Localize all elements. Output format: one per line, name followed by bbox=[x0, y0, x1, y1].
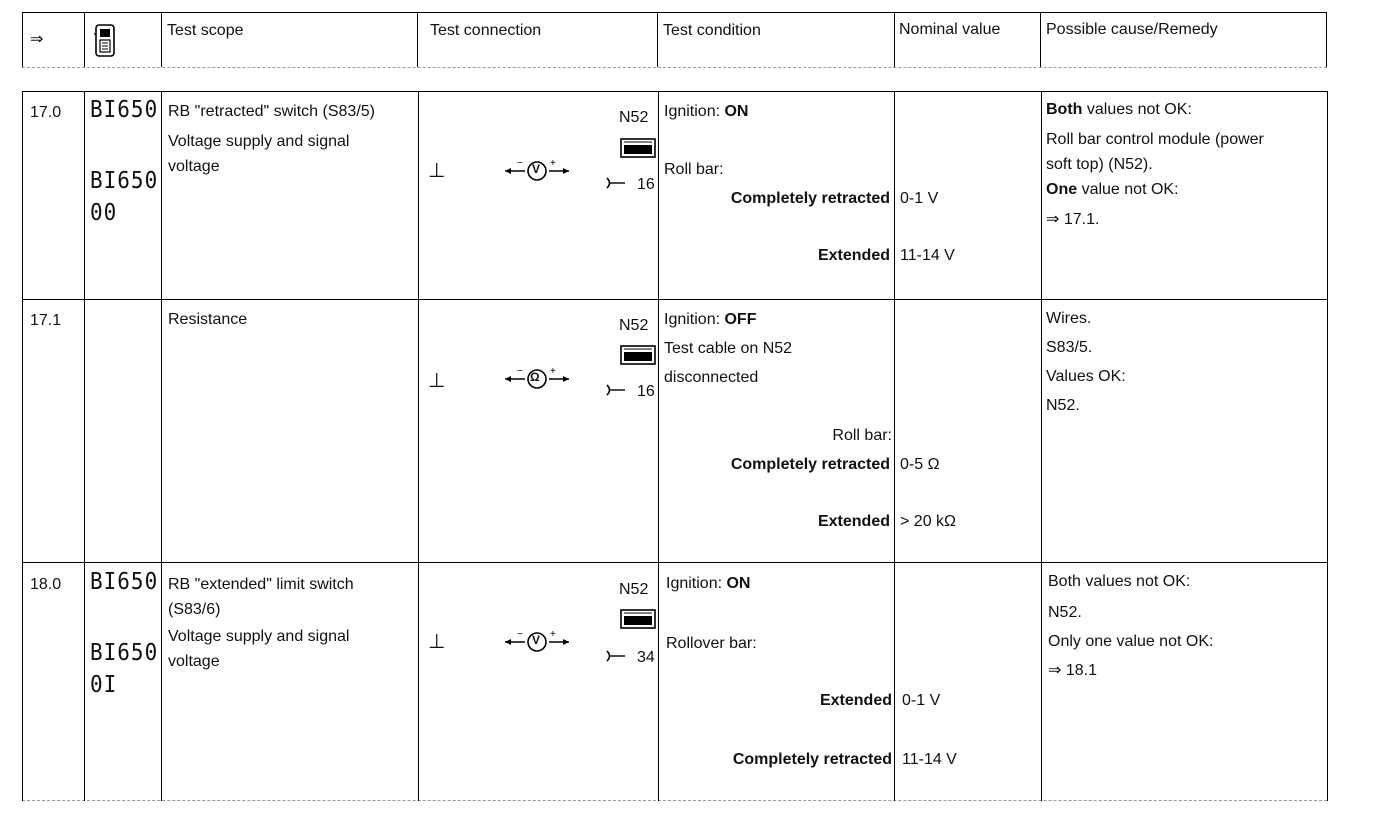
pin-connector-icon bbox=[605, 176, 627, 195]
remedy-line: ⇒ 17.1. bbox=[1046, 211, 1100, 228]
module-connector-icon bbox=[619, 344, 657, 371]
ground-symbol: ⊥ bbox=[428, 160, 446, 182]
step-number: 17.0 bbox=[30, 104, 62, 121]
remedy-bold: Both bbox=[1046, 101, 1083, 118]
remedy-line: Both values not OK: bbox=[1048, 573, 1191, 590]
ignition-value: OFF bbox=[724, 311, 757, 328]
condition-ignition bbox=[664, 102, 748, 121]
remedy-bold: One bbox=[1046, 181, 1078, 198]
svg-text:+: + bbox=[550, 629, 556, 640]
fault-code: BI650 bbox=[90, 95, 159, 123]
ground-symbol: ⊥ bbox=[428, 631, 446, 653]
condition-sub: Rollover bar: bbox=[666, 635, 757, 652]
module-connector-icon bbox=[619, 137, 657, 164]
pin-number: 34 bbox=[637, 649, 655, 666]
condition-sub: Roll bar: bbox=[664, 161, 724, 178]
fault-code: BI650 bbox=[90, 166, 159, 194]
condition-sub: Roll bar: bbox=[832, 427, 892, 444]
pin-number: 16 bbox=[637, 176, 655, 193]
ignition-value: ON bbox=[724, 103, 749, 120]
svg-text:−: − bbox=[517, 158, 523, 169]
remedy-line: Roll bar control module (power bbox=[1046, 131, 1264, 148]
test-scope-line: Voltage supply and signal bbox=[168, 628, 350, 645]
condition-ignition bbox=[666, 574, 750, 593]
remedy-line: N52. bbox=[1046, 397, 1080, 414]
step-number: 17.1 bbox=[30, 312, 62, 329]
test-scope-line: Voltage supply and signal bbox=[168, 133, 350, 150]
ignition-label: Ignition: bbox=[664, 103, 725, 120]
ignition-label: Ignition: bbox=[666, 575, 727, 592]
condition-a: Completely retracted bbox=[730, 456, 890, 473]
nominal-b: 11-14 V bbox=[900, 247, 955, 264]
ignition-value: ON bbox=[726, 575, 751, 592]
remedy-line: Only one value not OK: bbox=[1048, 633, 1214, 650]
nominal-a: 0-1 V bbox=[902, 692, 941, 709]
header-arrow: ⇒ bbox=[30, 31, 44, 48]
module-connector-icon bbox=[619, 608, 657, 635]
header-nominal-value: Nominal value bbox=[899, 21, 1001, 38]
header-cause-remedy: Possible cause/Remedy bbox=[1046, 21, 1218, 38]
pin-connector-icon bbox=[605, 649, 627, 668]
remedy-line: soft top) (N52). bbox=[1046, 156, 1153, 173]
condition-b: Extended bbox=[817, 247, 890, 264]
svg-text:−: − bbox=[517, 366, 523, 377]
nominal-a: 0-5 Ω bbox=[900, 456, 940, 473]
condition-a: Completely retracted bbox=[730, 190, 890, 207]
nominal-b: > 20 kΩ bbox=[900, 513, 956, 530]
remedy-line: Values OK: bbox=[1046, 368, 1126, 385]
header-test-condition: Test condition bbox=[663, 22, 761, 39]
condition-b: Extended bbox=[817, 513, 890, 530]
tester-icon bbox=[93, 24, 117, 63]
meter-label: Ω bbox=[530, 370, 540, 384]
meter-label: V bbox=[532, 162, 541, 176]
nominal-b: 11-14 V bbox=[902, 751, 957, 768]
remedy-line: N52. bbox=[1048, 604, 1082, 621]
svg-text:+: + bbox=[550, 158, 556, 169]
fault-code-suffix: 0I bbox=[90, 670, 118, 698]
meter-label: V bbox=[532, 633, 541, 647]
pin-number: 16 bbox=[637, 383, 655, 400]
fault-code: BI650 bbox=[90, 567, 159, 595]
condition-line: Test cable on N52 bbox=[664, 340, 793, 357]
header-test-scope: Test scope bbox=[167, 22, 244, 39]
test-scope-line: RB "extended" limit switch bbox=[168, 576, 354, 593]
svg-text:+: + bbox=[550, 366, 556, 377]
condition-ignition bbox=[664, 310, 756, 329]
step-number: 18.0 bbox=[30, 576, 62, 593]
ground-symbol: ⊥ bbox=[428, 370, 446, 392]
module-label: N52 bbox=[619, 317, 649, 334]
fault-code-suffix: 00 bbox=[90, 198, 118, 226]
remedy-line: S83/5. bbox=[1046, 339, 1093, 356]
test-scope-line: (S83/6) bbox=[168, 601, 221, 618]
condition-line: disconnected bbox=[664, 369, 759, 386]
module-label: N52 bbox=[619, 109, 649, 126]
remedy-line bbox=[1046, 100, 1192, 119]
condition-a: Extended bbox=[819, 692, 892, 709]
test-scope-line: voltage bbox=[168, 158, 220, 175]
pin-connector-icon bbox=[605, 383, 627, 402]
module-label: N52 bbox=[619, 581, 649, 598]
remedy-line: ⇒ 18.1 bbox=[1048, 662, 1097, 679]
test-scope-line: Resistance bbox=[168, 311, 248, 328]
remedy-rest: value not OK: bbox=[1077, 181, 1179, 198]
remedy-rest: values not OK: bbox=[1082, 101, 1192, 118]
test-scope-line: RB "retracted" switch (S83/5) bbox=[168, 103, 375, 120]
nominal-a: 0-1 V bbox=[900, 190, 939, 207]
test-scope-line: voltage bbox=[168, 653, 220, 670]
remedy-line bbox=[1046, 180, 1179, 199]
svg-text:−: − bbox=[517, 629, 523, 640]
remedy-line: Wires. bbox=[1046, 310, 1092, 327]
condition-b: Completely retracted bbox=[732, 751, 892, 768]
fault-code: BI650 bbox=[90, 638, 159, 666]
header-test-connection: Test connection bbox=[430, 22, 542, 39]
ignition-label: Ignition: bbox=[664, 311, 725, 328]
